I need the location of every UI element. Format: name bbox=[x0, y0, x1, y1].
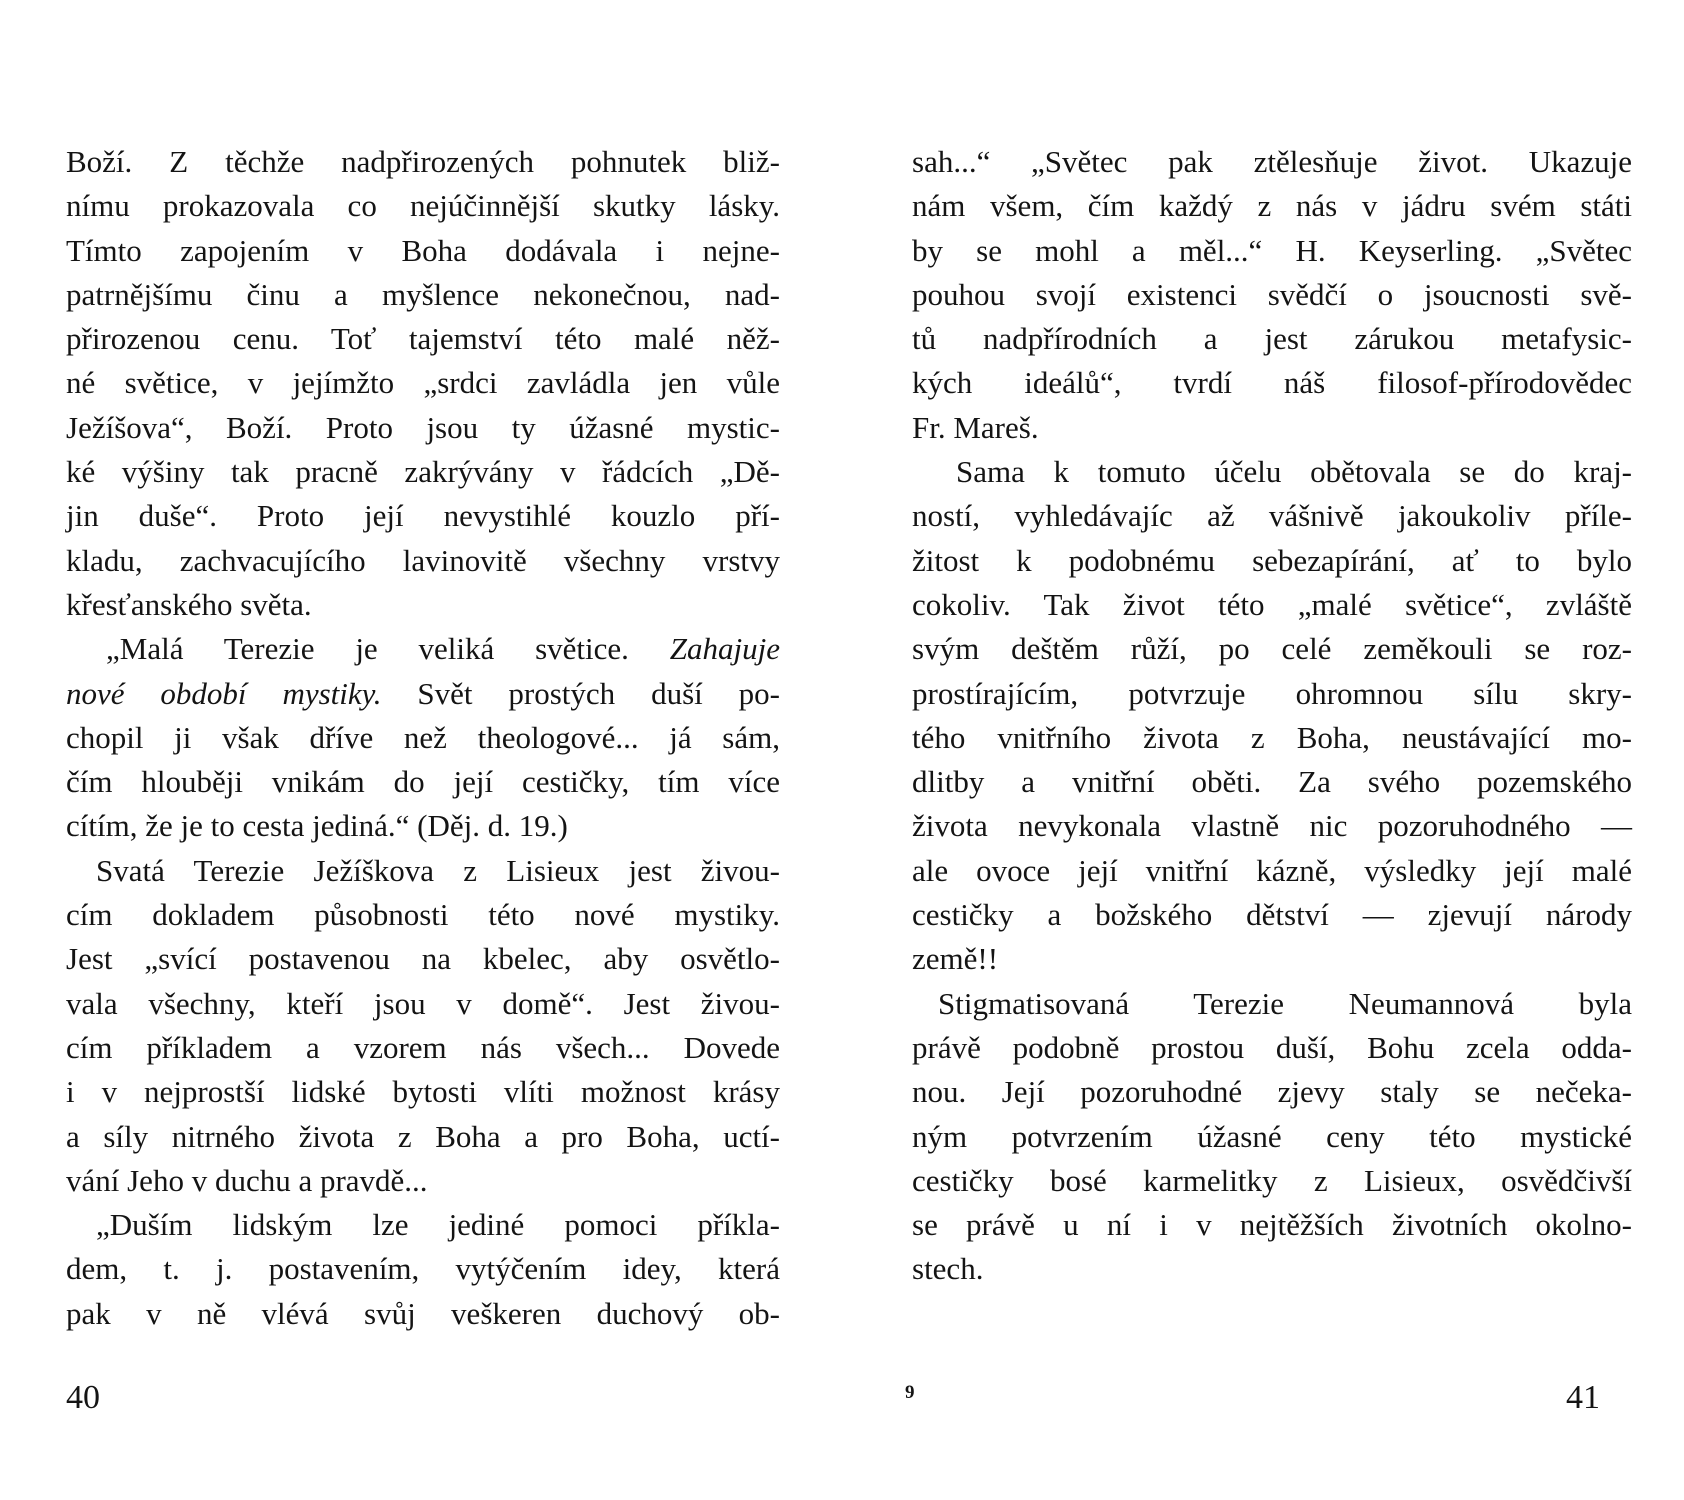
italic-segment: nové období mystiky. bbox=[66, 675, 382, 711]
text-line: stech. bbox=[912, 1251, 984, 1287]
text-line: cítím, že je to cesta jediná.“ (Děj. d. 19.) bbox=[66, 808, 568, 844]
text-line: vání Jeho v duchu a pravdě... bbox=[66, 1162, 428, 1198]
text-line: křesťanského světa. bbox=[66, 586, 312, 622]
text-line: života nevykonala vlastně nic pozoruhodného — bbox=[912, 808, 1632, 844]
text-line: chopil ji však dříve než theologové... já sám, bbox=[66, 719, 780, 755]
text-line: nou. Její pozoruhodné zjevy staly se nečeka- bbox=[912, 1074, 1632, 1110]
text-line: Ježíšova“, Boží. Proto jsou ty úžasné mystic- bbox=[66, 409, 780, 445]
text-line: Fr. Mareš. bbox=[912, 409, 1039, 445]
text-line: i v nejprostší lidské bytosti vlíti možnost krásy bbox=[66, 1074, 780, 1110]
signature-mark: 9 bbox=[905, 1382, 915, 1403]
text-line: tého vnitřního života z Boha, neustávající mo- bbox=[912, 719, 1632, 755]
text-line: cestičky bosé karmelitky z Lisieux, osvědčivší bbox=[912, 1162, 1632, 1198]
text-line: se právě u ní i v nejtěžších životních okolno- bbox=[912, 1207, 1632, 1243]
text-line: Tímto zapojením v Boha dodávala i nejne- bbox=[66, 232, 780, 268]
text-segment: „Malá Terezie je veliká světice. bbox=[106, 631, 629, 667]
text-line: dlitby a vnitřní oběti. Za svého pozemského bbox=[912, 764, 1632, 800]
text-line: cestičky a božského dětství — zjevují národy bbox=[912, 897, 1632, 933]
text-line: kých ideálů“, tvrdí náš filosof-přírodovědec bbox=[912, 365, 1632, 401]
text-line: země!! bbox=[912, 941, 999, 977]
text-line: patrnějšímu činu a myšlence nekonečnou, nad- bbox=[66, 276, 780, 312]
text-line: Boží. Z těchže nadpřirozených pohnutek bliž- bbox=[66, 144, 780, 179]
text-line: pak v ně vlévá svůj veškeren duchový ob- bbox=[66, 1295, 780, 1331]
text-segment: Svět prostých duší po- bbox=[417, 675, 781, 711]
text-line: Jest „svící postavenou na kbelec, aby osvětlo- bbox=[66, 941, 780, 977]
text-line: Stigmatisovaná Terezie Neumannová byla bbox=[938, 985, 1632, 1021]
text-line: cím dokladem působnosti této nové mystiky. bbox=[66, 897, 780, 933]
text-line: svým deštěm růží, po celé zeměkouli se roz- bbox=[912, 631, 1632, 667]
text-line: dem, t. j. postavením, vytýčením idey, která bbox=[66, 1251, 780, 1287]
left-page bbox=[66, 140, 780, 1336]
text-line: cím příkladem a vzorem nás všech... Dovede bbox=[66, 1029, 780, 1065]
text-line: vala všechny, kteří jsou v domě“. Jest živou- bbox=[66, 985, 780, 1021]
text-line: Svatá Terezie Ježíškova z Lisieux jest živou- bbox=[96, 852, 780, 888]
right-page bbox=[912, 140, 1632, 1292]
text-line: by se mohl a měl...“ H. Keyserling. „Světec bbox=[912, 232, 1632, 268]
text-line: ným potvrzením úžasné ceny této mystické bbox=[912, 1118, 1632, 1154]
text-line: přirozenou cenu. Toť tajemství této malé něž- bbox=[66, 321, 780, 357]
text-line: ale ovoce její vnitřní kázně, výsledky její malé bbox=[912, 852, 1632, 888]
text-line: né světice, v jejímžto „srdci zavládla jen vůle bbox=[66, 365, 780, 401]
text-line: jin duše“. Proto její nevystihlé kouzlo pří- bbox=[66, 498, 780, 534]
text-line: prostírajícím, potvrzuje ohromnou sílu skry- bbox=[912, 675, 1632, 711]
text-line: pouhou svojí existenci svědčí o jsoucnosti svě- bbox=[912, 276, 1632, 312]
text-line-mixed bbox=[66, 627, 780, 671]
text-line: ností, vyhledávajíc až vášnivě jakoukoliv příle- bbox=[912, 498, 1632, 534]
text-line: žitost k podobnému sebezapírání, ať to bylo bbox=[912, 542, 1632, 578]
text-line: sah...“ „Světec pak ztělesňuje život. Ukazuje bbox=[912, 144, 1632, 179]
text-line-mixed bbox=[66, 672, 780, 716]
page-number-left: 40 bbox=[66, 1379, 100, 1416]
text-line: nám všem, čím každý z nás v jádru svém státi bbox=[912, 188, 1632, 224]
text-line: Sama k tomuto účelu obětovala se do kraj- bbox=[956, 454, 1632, 490]
text-line: ké výšiny tak pracně zakrývány v řádcích „Dě- bbox=[66, 454, 780, 490]
text-line: cokoliv. Tak život této „malé světice“, zvláště bbox=[912, 586, 1632, 622]
text-line: a síly nitrného života z Boha a pro Boha, uctí- bbox=[66, 1118, 780, 1154]
italic-segment: Zahajuje bbox=[669, 631, 781, 667]
text-line: „Duším lidským lze jediné pomoci příkla- bbox=[96, 1207, 780, 1243]
text-line: kladu, zachvacujícího lavinovitě všechny vrstvy bbox=[66, 542, 780, 578]
text-line: nímu prokazovala co nejúčinnější skutky lásky. bbox=[66, 188, 780, 224]
text-line: čím hlouběji vnikám do její cestičky, tím více bbox=[66, 764, 780, 800]
text-line: právě podobně prostou duší, Bohu zcela odda- bbox=[912, 1029, 1632, 1065]
text-line: tů nadpřírodních a jest zárukou metafysic- bbox=[912, 321, 1632, 357]
page-number-right: 41 bbox=[1566, 1379, 1600, 1416]
